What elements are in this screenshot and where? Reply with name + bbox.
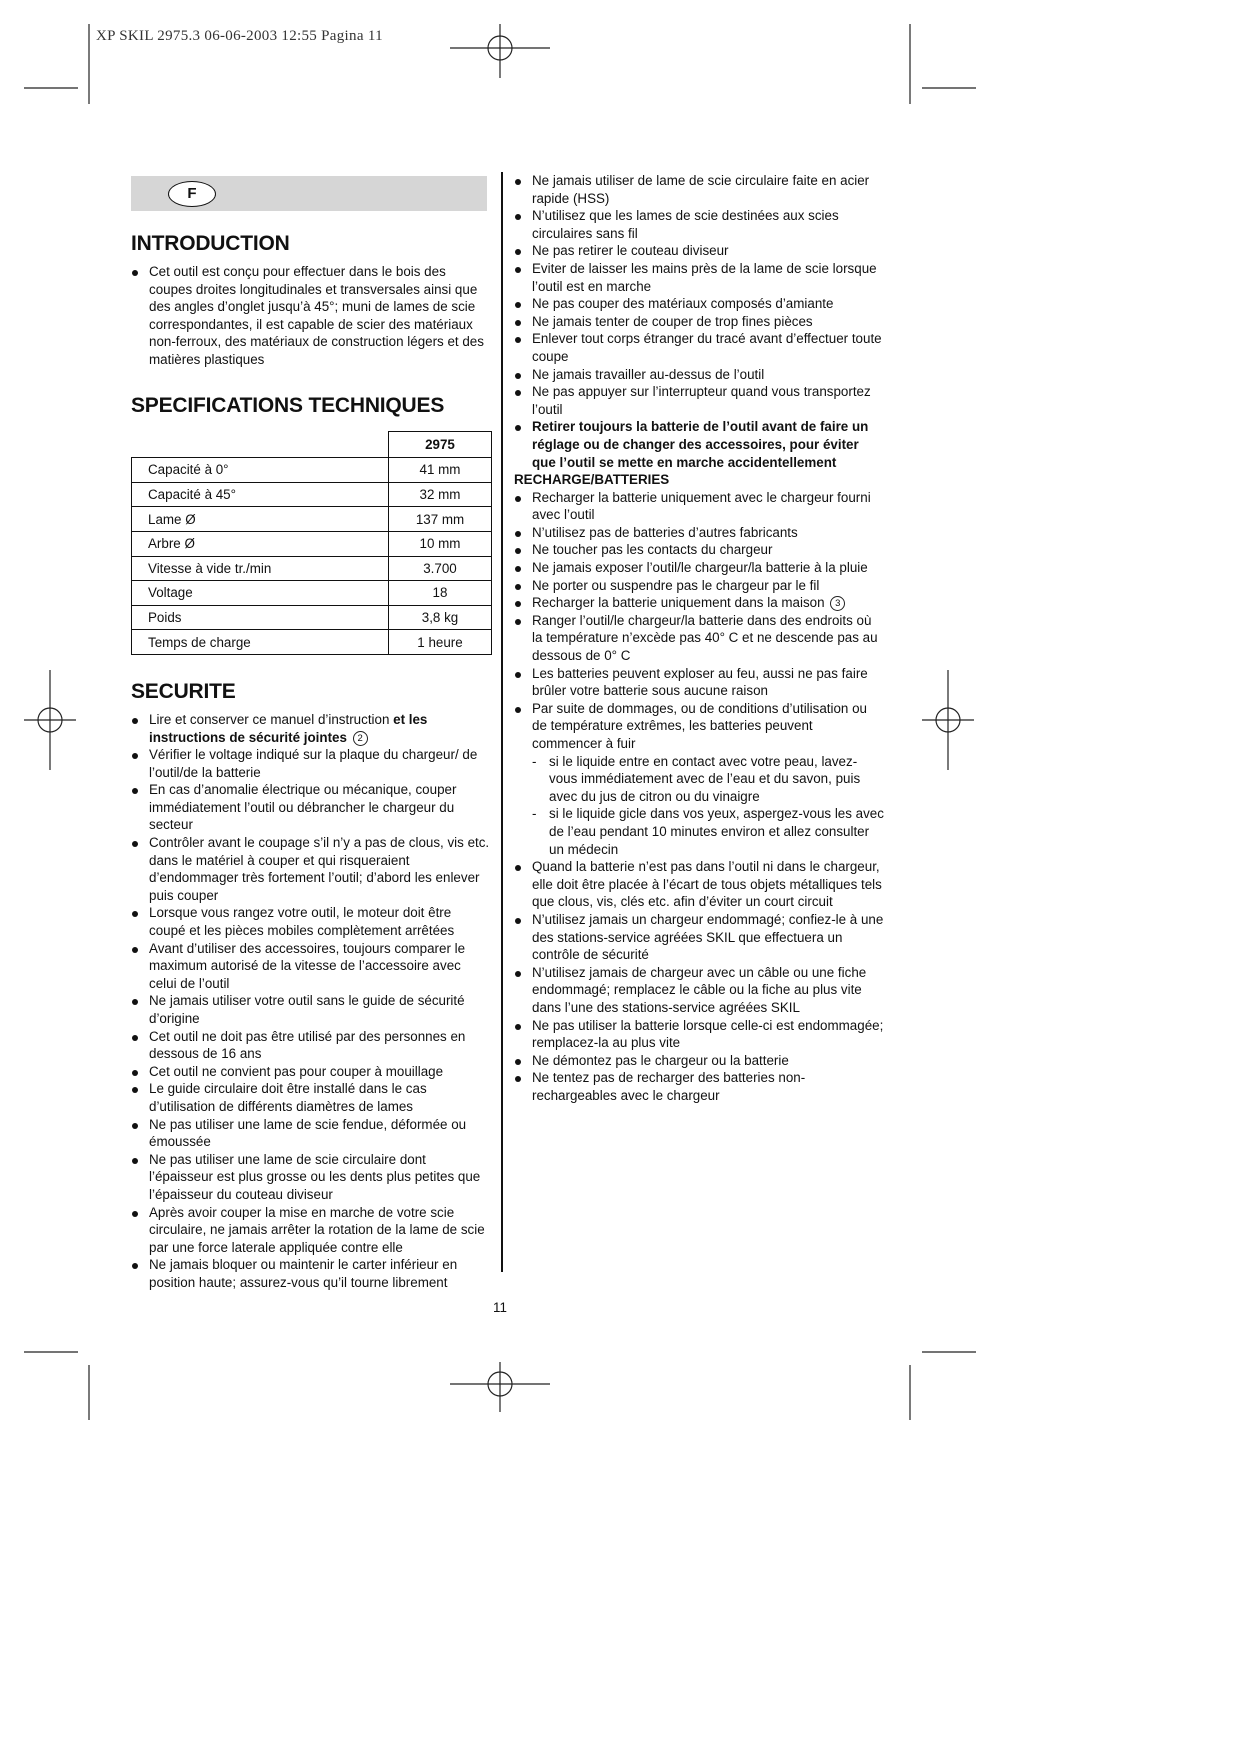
dash-item: - si le liquide entre en contact avec votre peau, lavez-vous immédiatement avec de l’eau et du savon, puis avec du jus de citron ou du vinaigre [514, 753, 884, 806]
recharge-list [514, 489, 884, 753]
table-header-model: 2975 [389, 431, 492, 458]
list-item: Cet outil ne convient pas pour couper à mouillage [131, 1063, 491, 1081]
spec-label: Temps de charge [132, 630, 389, 655]
language-bar [131, 176, 487, 211]
list-item: N’utilisez que les lames de scie destinées aux scies circulaires sans fil [514, 207, 884, 242]
list-item: Ne jamais utiliser de lame de scie circulaire faite en acier rapide (HSS) [514, 172, 884, 207]
list-item: Le guide circulaire doit être installé dans le cas d’utilisation de différents diamètres de lames [131, 1080, 491, 1115]
list-item: Contrôler avant le coupage s’il n’y a pas de clous, vis etc. dans le matériel à couper et qui risqueraient d’endommager très fortement l’outil; d’abord les enlever puis couper [131, 834, 491, 904]
introduction-title: INTRODUCTION [131, 232, 290, 255]
page-number: 11 [493, 1300, 507, 1315]
introduction-list [131, 263, 491, 369]
list-item: Les batteries peuvent exploser au feu, aussi ne pas faire brûler votre batterie sous aucune raison [514, 665, 884, 700]
list-item: Ne pas appuyer sur l’interrupteur quand vous transportez l’outil [514, 383, 884, 418]
table-header-row [132, 431, 492, 458]
list-item: Enlever tout corps étranger du tracé avant d’effectuer toute coupe [514, 330, 884, 365]
spec-label: Vitesse à vide tr./min [132, 556, 389, 581]
spec-label: Capacité à 45° [132, 482, 389, 507]
list-item-bold: et les instructions de sécurité jointes [149, 711, 428, 745]
table-header-blank [132, 431, 389, 458]
list-item: N’utilisez pas de batteries d’autres fabricants [514, 524, 884, 542]
recharge-dash-list [514, 753, 884, 859]
recharge-title: RECHARGE/BATTERIES [514, 472, 670, 488]
list-item: Avant d’utiliser des accessoires, toujours comparer le maximum autorisé de la vitesse de l’accessoire avec celui de l’outil [131, 940, 491, 993]
table-row [132, 581, 492, 606]
list-item: Ne pas couper des matériaux composés d’amiante [514, 295, 884, 313]
list-item: N’utilisez jamais de chargeur avec un câble ou une fiche endommagé; remplacez le câble ou la fiche au plus vite dans l’une des stations-service agréées SKIL [514, 964, 884, 1017]
table-row [132, 507, 492, 532]
list-item: Ne pas utiliser une lame de scie circulaire dont l’épaisseur est plus grosse ou les dents plus petites que l’épaisseur du couteau diviseur [131, 1151, 491, 1204]
spec-value: 18 [389, 581, 492, 606]
list-item: Lorsque vous rangez votre outil, le moteur doit être coupé et les pièces mobiles complètement arrêtées [131, 904, 491, 939]
list-item-text: Lire et conserver ce manuel d’instruction [149, 711, 394, 727]
list-item: Recharger la batterie uniquement avec le chargeur fourni avec l’outil [514, 489, 884, 524]
list-item: Ne pas utiliser la batterie lorsque celle-ci est endommagée; remplacez-la au plus vite [514, 1017, 884, 1052]
spec-label: Arbre Ø [132, 531, 389, 556]
spec-label: Capacité à 0° [132, 458, 389, 483]
list-item: Ne jamais exposer l’outil/le chargeur/la batterie à la pluie [514, 559, 884, 577]
list-item: Eviter de laisser les mains près de la lame de scie lorsque l’outil est en marche [514, 260, 884, 295]
list-item: Après avoir couper la mise en marche de votre scie circulaire, ne jamais arrêter la rotation de la lame de scie par une force laterale appliquée contre elle [131, 1204, 491, 1257]
list-item: N’utilisez jamais un chargeur endommagé; confiez-le à une des stations-service agréées SKIL que effectuera un contrôle de sécurité [514, 911, 884, 964]
list-item [131, 711, 491, 746]
list-item: Par suite de dommages, ou de conditions d’utilisation ou de température extrêmes, les batteries peuvent commencer à fuir [514, 700, 884, 753]
recharge-list-continued [514, 858, 884, 1104]
table-row [132, 482, 492, 507]
securite-title: SECURITE [131, 679, 236, 703]
registration-mark-bottom [450, 1362, 550, 1412]
list-item: Cet outil ne doit pas être utilisé par des personnes en dessous de 16 ans [131, 1028, 491, 1063]
specifications-table [131, 431, 492, 655]
print-header: XP SKIL 2975.3 06-06-2003 12:55 Pagina 11 [96, 28, 383, 44]
list-item: Ne porter ou suspendre pas le chargeur par le fil [514, 577, 884, 595]
specifications-title: SPECIFICATIONS TECHNIQUES [131, 393, 445, 417]
spec-label: Poids [132, 605, 389, 630]
list-item: Ne tentez pas de recharger des batteries non-rechargeables avec le chargeur [514, 1069, 884, 1104]
securite-continued-list [514, 172, 884, 471]
left-column [131, 176, 491, 1292]
registration-mark-left [24, 670, 76, 770]
list-item: En cas d’anomalie électrique ou mécanique, couper immédiatement l’outil ou débrancher le chargeur du secteur [131, 781, 491, 834]
spec-value: 10 mm [389, 531, 492, 556]
language-badge: F [168, 181, 216, 207]
registration-mark-right [922, 670, 974, 770]
reference-number: 2 [353, 731, 368, 746]
list-item-text: Recharger la batterie uniquement dans la maison [532, 595, 825, 611]
list-item: Ne pas utiliser une lame de scie fendue, déformée ou émoussée [131, 1116, 491, 1151]
registration-mark-top [450, 24, 550, 78]
list-item: Ne jamais travailler au-dessus de l’outil [514, 366, 884, 384]
reference-number: 3 [830, 596, 845, 611]
list-item: Ne démontez pas le chargeur ou la batterie [514, 1052, 884, 1070]
list-item: Cet outil est conçu pour effectuer dans le bois des coupes droites longitudinales et transversales ainsi que des angles d’onglet jusqu’à 45°; muni de lames de scie correspondantes, il est capable de scier des matériaux non-ferroux, des matériaux de construction légers et des matières plastiques [131, 263, 491, 369]
spec-value: 32 mm [389, 482, 492, 507]
spec-label: Voltage [132, 581, 389, 606]
list-item: Ne jamais tenter de couper de trop fines pièces [514, 313, 884, 331]
list-item: Ne pas retirer le couteau diviseur [514, 242, 884, 260]
spec-value: 1 heure [389, 630, 492, 655]
table-row [132, 458, 492, 483]
securite-list [131, 711, 491, 1292]
list-item: Ne jamais bloquer ou maintenir le carter inférieur en position haute; assurez-vous qu’il tourne librement [131, 1256, 491, 1291]
table-row [132, 531, 492, 556]
table-row [132, 630, 492, 655]
table-row [132, 605, 492, 630]
list-item [514, 594, 884, 612]
right-column [514, 172, 884, 1104]
spec-value: 3.700 [389, 556, 492, 581]
list-item: Quand la batterie n’est pas dans l’outil ni dans le chargeur, elle doit être placée à l’écart de tous objets métalliques tels que clous, vis, clés etc. afin d’éviter un court circuit [514, 858, 884, 911]
spec-value: 3,8 kg [389, 605, 492, 630]
list-item-bold: Retirer toujours la batterie de l’outil avant de faire un réglage ou de changer des accessoires, pour éviter que l’outil se mette en marche accidentellement [514, 418, 884, 471]
dash-item: - si le liquide gicle dans vos yeux, aspergez-vous les avec de l’eau pendant 10 minutes environ et allez consulter un médecin [514, 805, 884, 858]
table-row [132, 556, 492, 581]
list-item: Vérifier le voltage indiqué sur la plaque du chargeur/ de l’outil/de la batterie [131, 746, 491, 781]
column-divider [501, 172, 503, 1272]
spec-value: 41 mm [389, 458, 492, 483]
list-item: Ne jamais utiliser votre outil sans le guide de sécurité d’origine [131, 992, 491, 1027]
spec-label: Lame Ø [132, 507, 389, 532]
list-item: Ne toucher pas les contacts du chargeur [514, 541, 884, 559]
list-item: Ranger l’outil/le chargeur/la batterie dans des endroits où la température n’excède pas 40° C et ne descende pas au dessous de 0° C [514, 612, 884, 665]
spec-value: 137 mm [389, 507, 492, 532]
